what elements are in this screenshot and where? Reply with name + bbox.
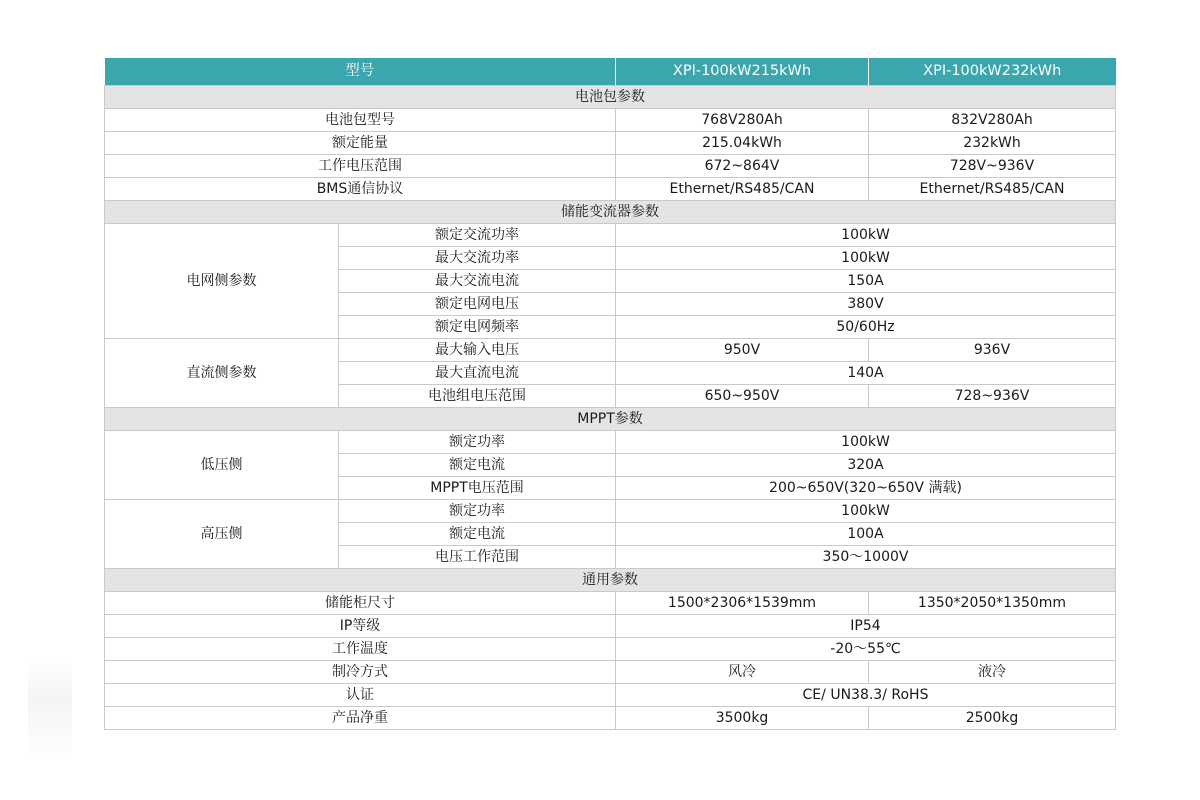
value-cell-model-1: 风冷 xyxy=(616,661,869,684)
value-cell-model-2: 1350*2050*1350mm xyxy=(869,592,1116,615)
specification-table xyxy=(104,58,1116,730)
parameter-label: 额定能量 xyxy=(105,132,616,155)
table-row xyxy=(105,500,1116,523)
value-cell-model-1: Ethernet/RS485/CAN xyxy=(616,178,869,201)
value-cell-model-1: 950V xyxy=(616,339,869,362)
parameter-label: 额定交流功率 xyxy=(339,224,616,247)
value-cell-shared: IP54 xyxy=(616,615,1116,638)
value-cell-shared: 100kW xyxy=(616,224,1116,247)
value-cell-shared: 320A xyxy=(616,454,1116,477)
value-cell-shared: 350～1000V xyxy=(616,546,1116,569)
parameter-label: 最大交流电流 xyxy=(339,270,616,293)
model-2-header-cell: XPI-100kW232kWh xyxy=(869,58,1116,86)
parameter-label: 最大交流功率 xyxy=(339,247,616,270)
parameter-label: 工作电压范围 xyxy=(105,155,616,178)
value-cell-model-1: 650~950V xyxy=(616,385,869,408)
parameter-label: 额定电流 xyxy=(339,523,616,546)
table-row xyxy=(105,178,1116,201)
value-cell-shared: 100kW xyxy=(616,500,1116,523)
value-cell-shared: 100A xyxy=(616,523,1116,546)
parameter-label: IP等级 xyxy=(105,615,616,638)
table-row xyxy=(105,224,1116,247)
specification-table-body xyxy=(105,58,1116,730)
parameter-label: 储能柜尺寸 xyxy=(105,592,616,615)
table-header-row xyxy=(105,58,1116,86)
section-title-row xyxy=(105,569,1116,592)
section-title: 电池包参数 xyxy=(105,86,1116,109)
value-cell-model-1: 215.04kWh xyxy=(616,132,869,155)
value-cell-model-2: Ethernet/RS485/CAN xyxy=(869,178,1116,201)
section-title: 储能变流器参数 xyxy=(105,201,1116,224)
table-row xyxy=(105,638,1116,661)
table-row xyxy=(105,592,1116,615)
value-cell-shared: -20～55℃ xyxy=(616,638,1116,661)
parameter-label: 额定电流 xyxy=(339,454,616,477)
value-cell-model-2: 728V~936V xyxy=(869,155,1116,178)
model-header-cell: 型号 xyxy=(105,58,616,86)
parameter-label: BMS通信协议 xyxy=(105,178,616,201)
parameter-label: 额定电网频率 xyxy=(339,316,616,339)
group-label: 低压侧 xyxy=(105,431,339,500)
parameter-label: 电池组电压范围 xyxy=(339,385,616,408)
parameter-label: 额定电网电压 xyxy=(339,293,616,316)
value-cell-model-2: 936V xyxy=(869,339,1116,362)
value-cell-shared: 150A xyxy=(616,270,1116,293)
table-row xyxy=(105,339,1116,362)
value-cell-model-1: 1500*2306*1539mm xyxy=(616,592,869,615)
parameter-label: 制冷方式 xyxy=(105,661,616,684)
section-title-row xyxy=(105,201,1116,224)
value-cell-model-1: 3500kg xyxy=(616,707,869,730)
parameter-label: 最大输入电压 xyxy=(339,339,616,362)
table-row xyxy=(105,707,1116,730)
value-cell-shared: 200~650V(320~650V 满载) xyxy=(616,477,1116,500)
table-row xyxy=(105,661,1116,684)
value-cell-shared: 380V xyxy=(616,293,1116,316)
value-cell-model-2: 232kWh xyxy=(869,132,1116,155)
table-row xyxy=(105,684,1116,707)
parameter-label: 电池包型号 xyxy=(105,109,616,132)
parameter-label: 额定功率 xyxy=(339,431,616,454)
value-cell-shared: 50/60Hz xyxy=(616,316,1116,339)
table-row xyxy=(105,109,1116,132)
section-title: MPPT参数 xyxy=(105,408,1116,431)
value-cell-model-1: 672~864V xyxy=(616,155,869,178)
parameter-label: 工作温度 xyxy=(105,638,616,661)
value-cell-shared: CE/ UN38.3/ RoHS xyxy=(616,684,1116,707)
parameter-label: 最大直流电流 xyxy=(339,362,616,385)
table-row xyxy=(105,615,1116,638)
parameter-label: 电压工作范围 xyxy=(339,546,616,569)
table-row xyxy=(105,132,1116,155)
parameter-label: 产品净重 xyxy=(105,707,616,730)
group-label: 电网侧参数 xyxy=(105,224,339,339)
value-cell-model-2: 液冷 xyxy=(869,661,1116,684)
value-cell-model-2: 728~936V xyxy=(869,385,1116,408)
model-1-header-cell: XPI-100kW215kWh xyxy=(616,58,869,86)
page-edge-shadow xyxy=(28,660,72,760)
value-cell-model-2: 2500kg xyxy=(869,707,1116,730)
value-cell-model-2: 832V280Ah xyxy=(869,109,1116,132)
parameter-label: 额定功率 xyxy=(339,500,616,523)
value-cell-shared: 100kW xyxy=(616,431,1116,454)
group-label: 直流侧参数 xyxy=(105,339,339,408)
section-title-row xyxy=(105,86,1116,109)
section-title: 通用参数 xyxy=(105,569,1116,592)
parameter-label: MPPT电压范围 xyxy=(339,477,616,500)
group-label: 高压侧 xyxy=(105,500,339,569)
section-title-row xyxy=(105,408,1116,431)
value-cell-shared: 140A xyxy=(616,362,1116,385)
value-cell-shared: 100kW xyxy=(616,247,1116,270)
value-cell-model-1: 768V280Ah xyxy=(616,109,869,132)
parameter-label: 认证 xyxy=(105,684,616,707)
table-row xyxy=(105,155,1116,178)
table-row xyxy=(105,431,1116,454)
